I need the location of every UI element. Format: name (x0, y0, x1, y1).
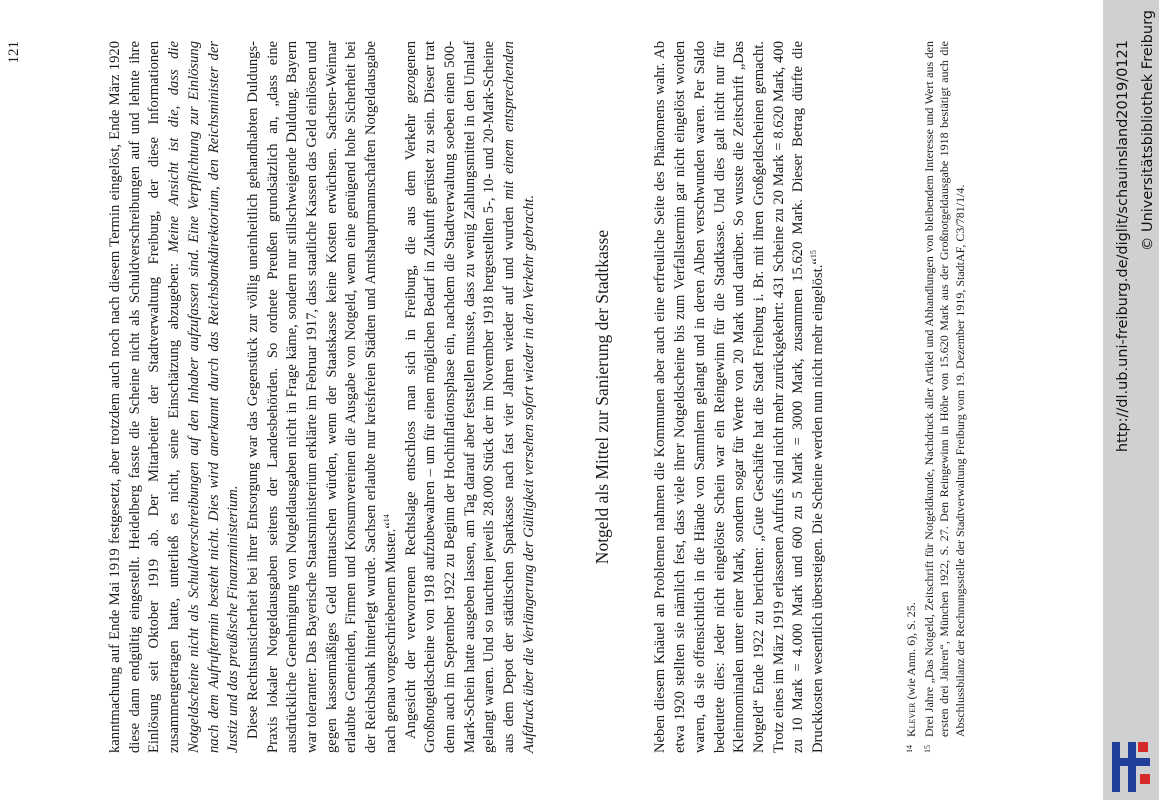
text-run: (wie Anm. 6), S. 25. (904, 602, 918, 703)
footnote-ref: 14 (381, 514, 391, 523)
footnotes (904, 41, 970, 753)
footnote (904, 41, 920, 753)
university-logo-icon (1106, 738, 1156, 794)
section-paragraph (651, 41, 828, 753)
body-text (106, 41, 829, 753)
logo-red-block (1138, 742, 1148, 752)
logo-red-block (1140, 774, 1150, 784)
text-run: Angesicht der verworrenen Rechtslage entschloss man sich in Freiburg, die aus dem Verkehr gezogenen Großnotgeldscheine von 1918 aufzubewahren – um für einen möglichen Bedarf in Zukunft gerüstet zu sein. Dieser trat denn auch im September 1922 zu Beginn der Hochinflationsphase ein, nachdem die Stadtverwaltung soeben einen 500-Mark-Schein hatte ausgeben lassen, am Tag darauf aber feststellen musste, dass zu wenig Zahlungsmittel in den Umlauf gelangt waren. Und so tauchten jeweils 28.000 Stück der im November 1918 hergestellten 5-, 10- und 20-Mark-Scheine aus dem Depot der städtischen Sparkasse nach fast vier Jahren wieder auf und wurden (402, 41, 518, 753)
footnote-number: 14 (905, 745, 914, 753)
side-panel-text (1111, 10, 1159, 750)
text-run: Diese Rechtsunsicherheit bei ihrer Entsorgung war das Gegenstück zur völlig uneinheitlich gehandhabten Duldungs-Praxis lokaler Notgeldausgaben seitens der Landesbehörden. So ordnete Preußen grundsätzlich an, „dass eine ausdrückliche Genehmigung von Notgeldausgaben nicht in Frage käme, sondern nur stillschweigende Duldung. Bayern war toleranter: Das Bayerische Staatsministerium erklärte im Februar 1917, dass staatliche Kassen das Geld einlösen und gegen kassenmäßiges Geld umtauschen würden, wenn der Staatskasse keine Kosten erwüchsen. Sachsen-Weimar erlaubte Gemeinden, Firmen und Konsumvereinen die Ausgabe von Notgeld, wenn eine genügend hohe Sicherheit bei der Reichsbank hinterlegt wurde. Sachsen erlaubte nur kreisfreien Städten und Amtshauptmannschaften Notgeldausgabe nach genau vorgeschriebenem Muster.“ (244, 41, 399, 753)
source-url-link[interactable]: http://dl.ub.uni-freiburg.de/diglit/schauinsland2019/0121 (1115, 40, 1131, 453)
paragraph (244, 41, 402, 753)
page-number: 121 (6, 41, 22, 64)
text-column (0, 41, 1100, 753)
paragraph (402, 41, 540, 753)
side-panel (1103, 0, 1159, 800)
footnote-text (904, 41, 920, 737)
footnote-ref: 15 (809, 250, 819, 259)
text-run: Drei Jahre „Das Notgeld, Zeitschrift für Notgeldkunde, Nachdruck aller Artikel und Abhandlungen von bleibendem Interesse und Wert aus den ersten drei Jahren“, München 1922, S. 27. Den Reingewinn in Höhe von 15.620 Mark aus der Großnotgeldausgabe 1918 bestätigt auch die Abschlussbilanz der Rechnungsstelle der Stadtverwaltung Freiburg vom 19. Dezember 1919, StadtAF, C3/781/1/4. (921, 41, 967, 737)
logo-blue-bar (1112, 742, 1120, 792)
logo-blue-bar (1128, 742, 1136, 792)
book-page (0, 41, 1100, 753)
section-heading: Notgeld als Mittel zur Sanierung der Stadtkasse (592, 229, 613, 565)
copyright-notice: © Universitätsbibliothek Freiburg (1140, 10, 1156, 252)
italic-quote: Meine Ansicht ist die, dass die Notgeldscheine nicht als Schuldverschreibungen auf den Inhaber aufzufassen sind. Eine Verpflichtung zur Einlösung nach dem Aufruftermin besteht nicht. Dies wird anerkannt durch das Reichsbankdirektorium, den Reichsminister der Justiz und das preußische Finanzministerium. (166, 41, 242, 753)
footnote-number: 15 (922, 745, 932, 753)
footnote (922, 41, 969, 753)
paragraph (106, 41, 244, 753)
logo-blue-bar (1120, 758, 1150, 766)
text-run: kanntmachung auf Ende Mai 1919 festgesetzt, aber trotzdem auch noch nach diesem Termin eingelöst, Ende März 1920 diese dann endgültig eingestellt. Heidelberg fasste die Scheine nicht als Schuldverschreibungen auf und lehnte ihre Einlösung seit Oktober 1919 ab. Der Mitarbeiter der Stadtverwaltung Freiburg, der diese Informationen zusammengetragen hatte, unterließ es nicht, seine Einschätzung abzugeben: (107, 41, 183, 753)
author-name: Klever (904, 702, 918, 737)
italic-quote: mit einem entsprechenden Aufdruck über die Verlängerung der Gültigkeit versehen sofort wieder in den Verkehr gebracht. (501, 41, 537, 753)
footnote-text (922, 41, 969, 737)
text-run: Neben diesem Knäuel an Problemen nahmen die Kommunen aber auch eine erfreuliche Seite des Phänomens wahr. Ab etwa 1920 stellten sie nämlich fest, dass viele ihrer Notgeldscheine bis zum Verfallstermin gar nicht eingelöst worden waren, da sie offensichtlich in die Hände von Sammlern gelangt und in deren Alben verschwunden waren. Per Saldo bedeutete dies: Jeder nicht eingelöste Schein war ein Reingewinn für die Stadtkasse. Und dies galt nicht nur für Kleinnominalen unter einer Mark, sondern sogar für Werte von 20 Mark und darüber. So wusste die Zeitschrift „Das Notgeld“ Ende 1922 zu berichten: „Gute Geschäfte hat die Stadt Freiburg i. Br. mit ihren Großgeldscheinen gemacht. Trotz eines im März 1919 erlassenen Aufrufs sind nicht mehr zurückgekehrt: 431 Scheine zu 20 Mark = 8.620 Mark, 400 zu 10 Mark = 4.000 Mark und 600 zu 5 Mark = 3000 Mark, zusammen 15.620 Mark. Dieser Betrag dürfte die Druckkosten wesentlich übersteigen. Die Scheine werden nun nicht mehr eingelöst.“ (652, 41, 827, 753)
